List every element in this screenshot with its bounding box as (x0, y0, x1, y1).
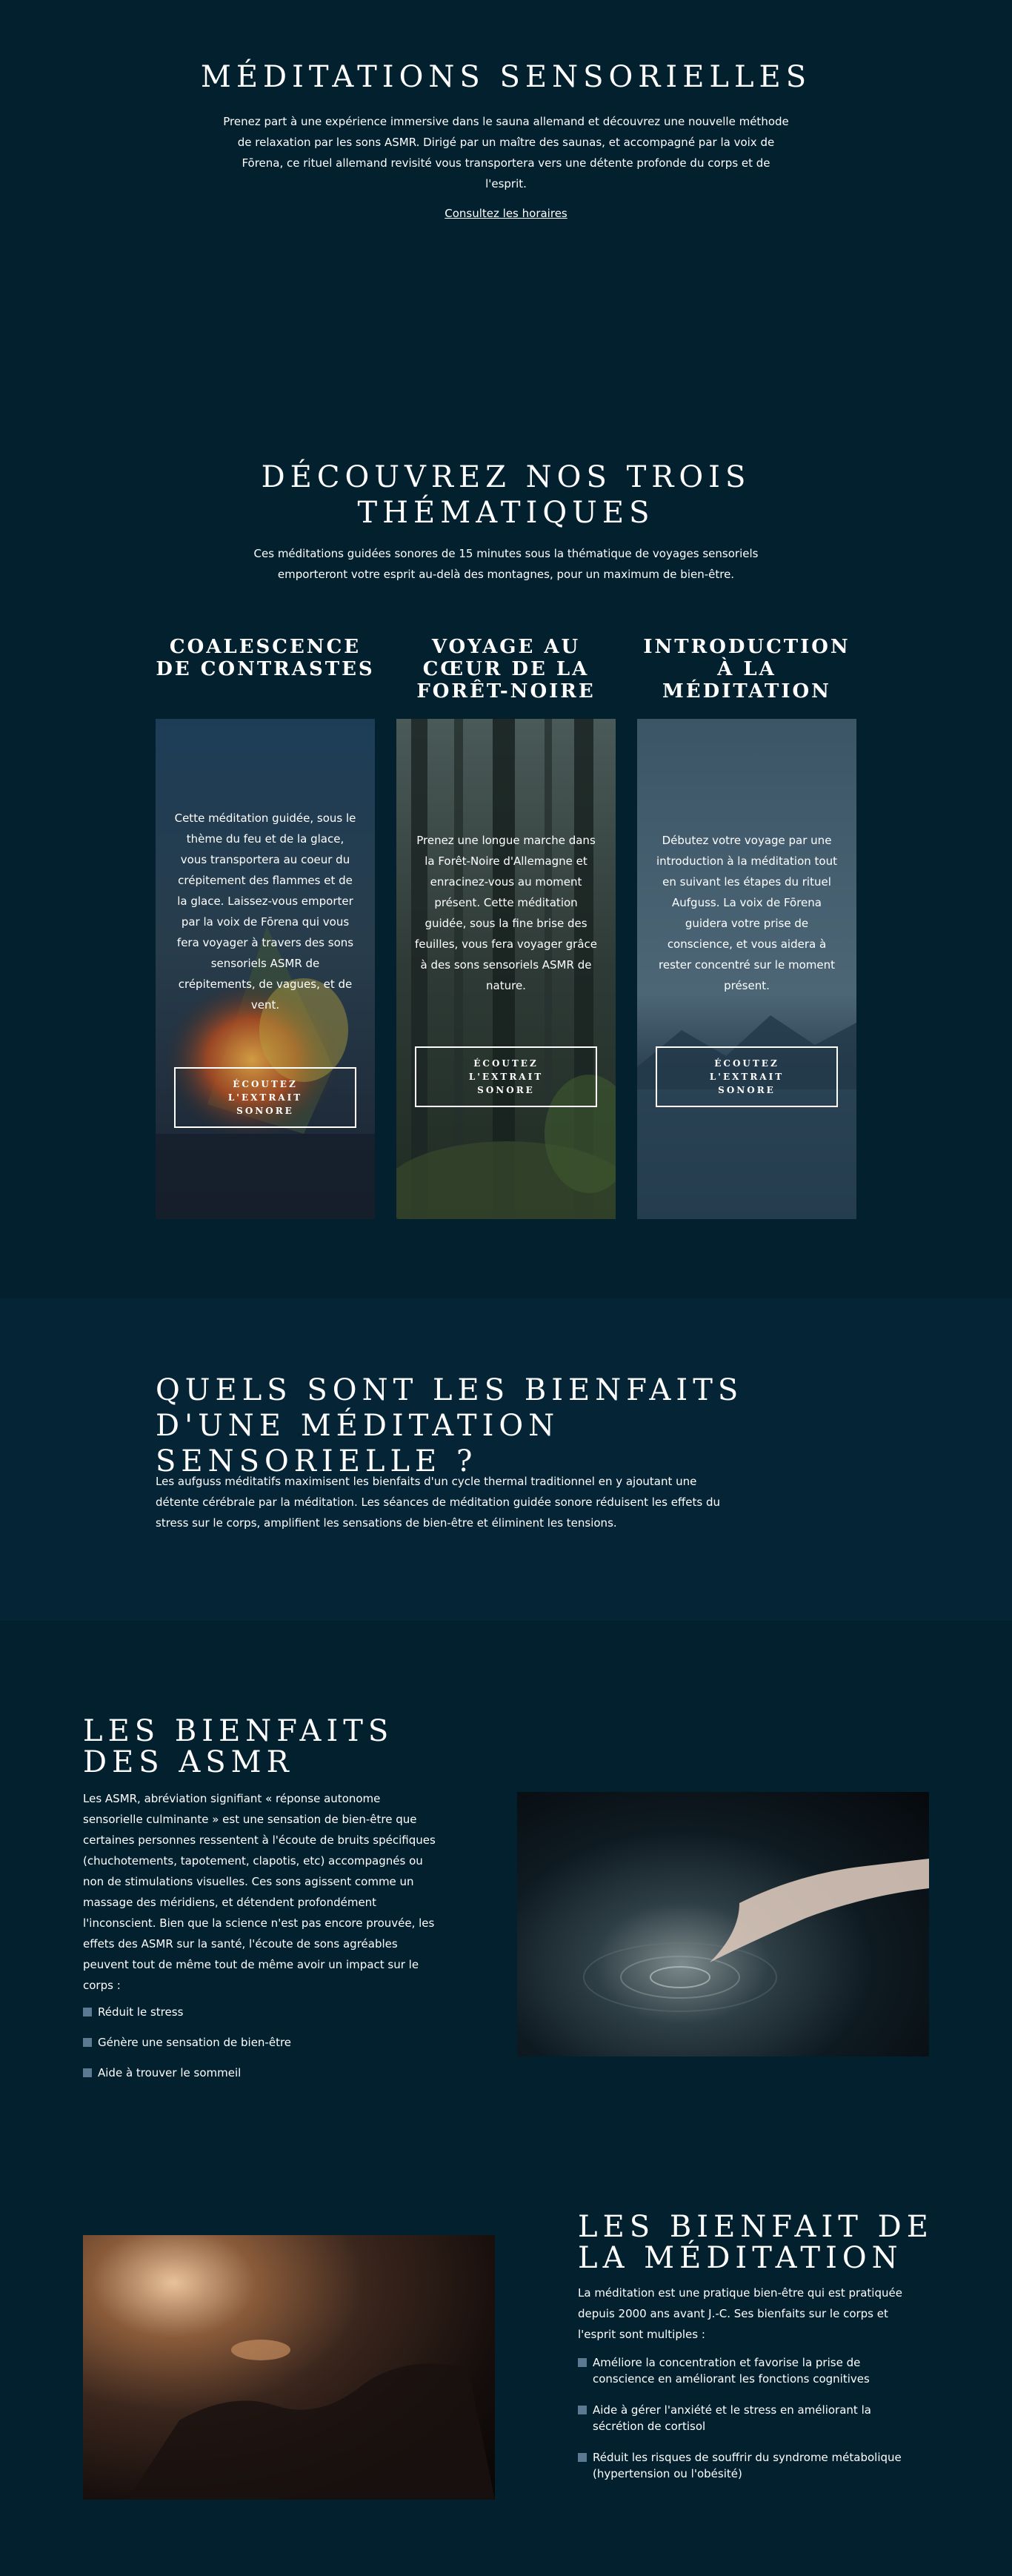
asmr-title: LES BIENFAITS DES ASMR (83, 1714, 394, 1779)
meditation-benefits-list (578, 2354, 919, 2497)
card-foret-noire (396, 719, 616, 1219)
list-item: Génère une sensation de bien-être (83, 2034, 439, 2051)
asmr-section (0, 1621, 1012, 2576)
card-title-introduction: INTRODUCTION À LA MÉDITATION (643, 636, 850, 703)
card-title-foret-noire: VOYAGE AU CŒUR DE LA FORÊT-NOIRE (416, 636, 596, 703)
bullet-square-icon (578, 2406, 587, 2414)
list-item: Réduit les risques de souffrir du syndrome métabolique (hypertension ou l'obésité) (578, 2449, 919, 2482)
list-item: Aide à trouver le sommeil (83, 2065, 439, 2081)
page-title: MÉDITATIONS SENSORIELLES (200, 60, 812, 94)
card-contrastes (156, 719, 375, 1219)
schedule-link-wrap (0, 207, 1012, 220)
card-text-foret-noire: Prenez une longue marche dans la Forêt-Noire d'Allemagne et enracinez-vous au moment présent. Cette méditation guidée, sous la fine brise des feuilles, vous fera voyager grâce à des sons sensoriels ASMR de nature. (414, 834, 598, 992)
schedule-link[interactable]: Consultez les horaires (445, 207, 567, 220)
list-item: Aide à gérer l'anxiété et le stress en améliorant la sécrétion de cortisol (578, 2402, 919, 2434)
bullet-square-icon (83, 2038, 92, 2047)
meditation-silhouette-graphic (83, 2235, 495, 2500)
themes-section (0, 371, 1012, 1298)
card-text-contrastes: Cette méditation guidée, sous le thème du feu et de la glace, vous transportera au coeur du crépitement des flammes et de la glace. Laissez-vous emporter par la voix de Fōrena qui vous fera voyager à travers des sons sensoriels ASMR de crépitements, de vagues, et de vent. (174, 811, 356, 1012)
water-ripples-graphic (517, 1792, 929, 2057)
meditation-title: LES BIENFAIT DE LA MÉDITATION (578, 2210, 933, 2275)
bullet-square-icon (578, 2453, 587, 2462)
themes-title: DÉCOUVREZ NOS TROIS THÉMATIQUES (261, 460, 751, 530)
asmr-benefits-list (83, 2004, 439, 2095)
benefits-text: Les aufguss méditatifs maximisent les bienfaits d'un cycle thermal traditionnel en y ajoutant une détente cérébrale par la méditation. Les séances de méditation guidée sonore réduisent les effets du stress sur le corps, amplifient les sensations de bien-être et éliminent les tensions. (156, 1475, 720, 1530)
card-text-introduction: Débutez votre voyage par une introduction à la méditation tout en suivant les étapes du rituel Aufguss. La voix de Fōrena guidera votre prise de conscience, et vous aidera à rester concentré sur le moment présent. (656, 834, 837, 992)
list-item: Réduit le stress (83, 2004, 439, 2020)
bullet-square-icon (83, 2068, 92, 2077)
hand-water-image (517, 1792, 929, 2057)
meditation-hands-image (83, 2235, 495, 2500)
card-title-contrastes: COALESCENCE DE CONTRASTES (156, 636, 375, 680)
themes-intro: Ces méditations guidées sonores de 15 minutes sous la thématique de voyages sensoriels emporteront votre esprit au-delà des montagnes, pour un maximum de bien-être. (253, 547, 759, 581)
card-introduction (637, 719, 856, 1219)
listen-button-contrastes[interactable]: ÉCOUTEZ L'EXTRAIT SONORE (174, 1067, 356, 1128)
bullet-square-icon (83, 2008, 92, 2016)
bullet-square-icon (578, 2358, 587, 2367)
hero-section (0, 0, 1012, 371)
hero-intro: Prenez part à une expérience immersive dans le sauna allemand et découvrez une nouvelle méthode de relaxation par les sons ASMR. Dirigé par un maître des saunas, et accompagné par la voix de Fōrena, ce rituel allemand revisité vous transportera vers une détente profonde du corps et de l'esprit. (223, 115, 789, 190)
benefits-title: QUELS SONT LES BIENFAITS D'UNE MÉDITATION SENSORIELLE ? (156, 1373, 744, 1478)
meditation-text: La méditation est une pratique bien-être qui est pratiquée depuis 2000 ans avant J.-C. Ses bienfaits sur le corps et l'esprit sont multiples : (578, 2286, 902, 2341)
list-item: Améliore la concentration et favorise la prise de conscience en améliorant les fonctions cognitives (578, 2354, 919, 2387)
asmr-text: Les ASMR, abréviation signifiant « réponse autonome sensorielle culminante » est une sensation de bien-être que certaines personnes ressentent à l'écoute de bruits spécifiques (chuchotements, tapotement, clapotis, etc) accompagnés ou non de stimulations visuelles. Ces sons agissent comme un massage des méridiens, et détendent profondément l'inconscient. Bien que la science n'est pas encore prouvée, les effets des ASMR sur la santé, l'écoute de sons agréables peuvent tout de même tout de même avoir un impact sur le corps : (83, 1792, 436, 1992)
benefits-section (0, 1298, 1012, 1621)
listen-button-introduction[interactable]: ÉCOUTEZ L'EXTRAIT SONORE (656, 1046, 838, 1107)
listen-button-foret-noire[interactable]: ÉCOUTEZ L'EXTRAIT SONORE (415, 1046, 597, 1107)
